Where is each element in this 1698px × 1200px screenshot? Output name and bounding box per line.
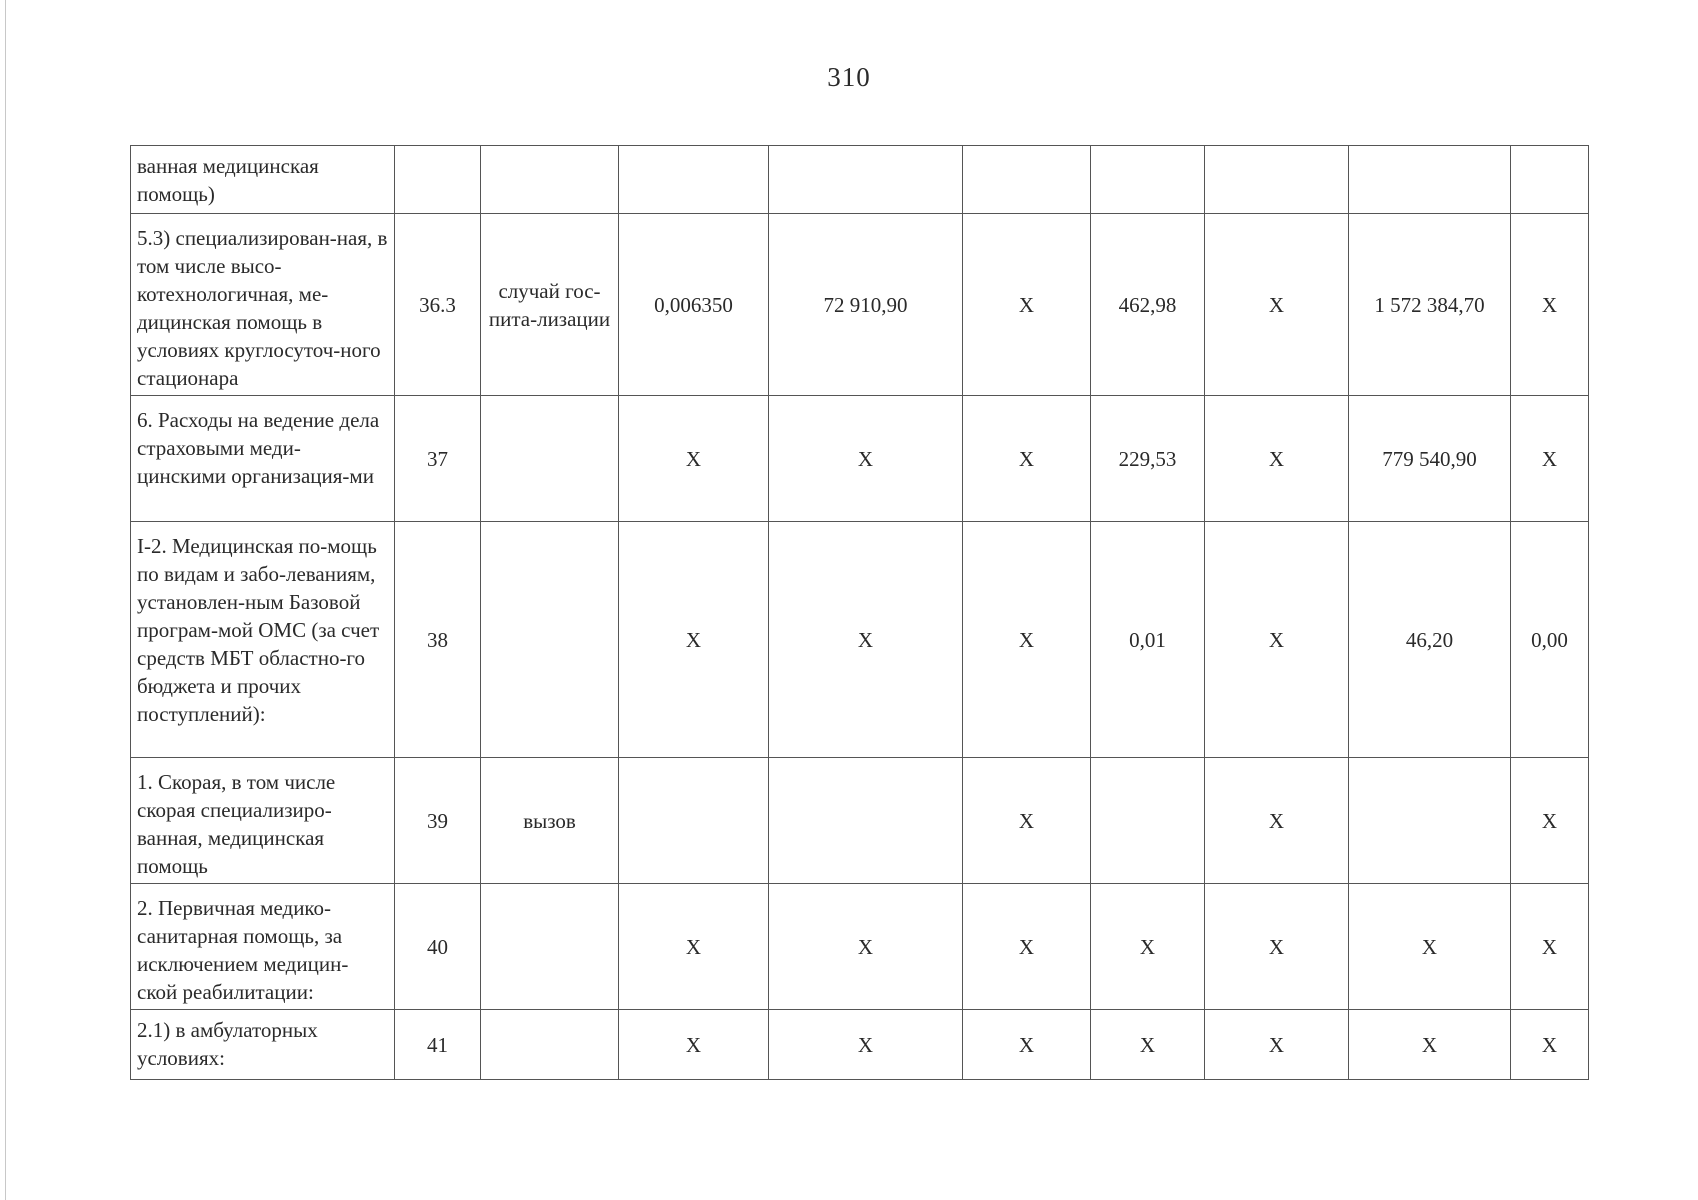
table-row — [131, 884, 1589, 1010]
table-cell: X — [1205, 884, 1349, 1010]
table-cell: X — [1205, 214, 1349, 396]
table-cell — [1349, 758, 1511, 884]
table-cell: X — [619, 396, 769, 522]
row-label: 2. Первичная медико-санитарная помощь, за исключением медицин-ской реабилитации: — [131, 884, 395, 1010]
row-code — [395, 146, 481, 214]
table-cell — [1205, 146, 1349, 214]
row-label: I-2. Медицинская по-мощь по видам и забо-леваниям, установлен-ным Базовой програм-мой ОМС (за счет средств МБТ областно-го бюджета и прочих поступлений): — [131, 522, 395, 758]
row-code: 41 — [395, 1010, 481, 1080]
table-cell: X — [963, 1010, 1091, 1080]
row-unit — [481, 1010, 619, 1080]
scan-edge-line — [5, 0, 6, 1200]
table-cell — [769, 758, 963, 884]
table-cell: X — [1205, 396, 1349, 522]
row-unit — [481, 396, 619, 522]
row-label: 5.3) специализирован-ная, в том числе высо-котехнологичная, ме-дицинская помощь в условиях круглосуточ-ного стационара — [131, 214, 395, 396]
table-cell: 779 540,90 — [1349, 396, 1511, 522]
table-cell: X — [619, 884, 769, 1010]
row-label: 1. Скорая, в том числе скорая специализиро-ванная, медицинская помощь — [131, 758, 395, 884]
table-cell: 0,006350 — [619, 214, 769, 396]
table-cell: X — [769, 396, 963, 522]
table-cell: X — [963, 396, 1091, 522]
table-row — [131, 1010, 1589, 1080]
row-code: 36.3 — [395, 214, 481, 396]
table-cell: X — [619, 522, 769, 758]
row-label: ванная медицинская помощь) — [131, 146, 395, 214]
table-cell: X — [769, 884, 963, 1010]
table-cell: X — [769, 522, 963, 758]
table-cell: 72 910,90 — [769, 214, 963, 396]
table-row — [131, 396, 1589, 522]
row-unit — [481, 522, 619, 758]
table-cell: X — [963, 522, 1091, 758]
table-cell: X — [963, 214, 1091, 396]
table-cell — [619, 146, 769, 214]
table-cell: X — [963, 758, 1091, 884]
table-cell: 229,53 — [1091, 396, 1205, 522]
table-cell — [1349, 146, 1511, 214]
table-cell: X — [1349, 1010, 1511, 1080]
table-cell — [1091, 758, 1205, 884]
table-cell: X — [1511, 396, 1589, 522]
table-cell: X — [1511, 214, 1589, 396]
table-cell: X — [619, 1010, 769, 1080]
table-cell — [619, 758, 769, 884]
table-cell: X — [963, 884, 1091, 1010]
row-unit — [481, 146, 619, 214]
row-unit: вызов — [481, 758, 619, 884]
table-row — [131, 522, 1589, 758]
table-cell: X — [1511, 1010, 1589, 1080]
table-cell — [1091, 146, 1205, 214]
table-row — [131, 146, 1589, 214]
row-code: 37 — [395, 396, 481, 522]
row-label: 2.1) в амбулаторных условиях: — [131, 1010, 395, 1080]
table-cell: X — [1511, 758, 1589, 884]
table-cell: X — [1205, 522, 1349, 758]
table-cell: X — [1091, 1010, 1205, 1080]
table-cell: 0,00 — [1511, 522, 1589, 758]
table-cell: X — [1205, 758, 1349, 884]
row-unit: случай гос-пита-лизации — [481, 214, 619, 396]
data-table — [130, 145, 1589, 1080]
table-cell: 46,20 — [1349, 522, 1511, 758]
row-code: 40 — [395, 884, 481, 1010]
table-cell: 462,98 — [1091, 214, 1205, 396]
row-unit — [481, 884, 619, 1010]
table-cell — [963, 146, 1091, 214]
table-cell — [769, 146, 963, 214]
table-row — [131, 758, 1589, 884]
page-number: 310 — [827, 62, 871, 92]
table-cell — [1511, 146, 1589, 214]
table-row — [131, 214, 1589, 396]
row-code: 39 — [395, 758, 481, 884]
table-cell: X — [1349, 884, 1511, 1010]
table-cell: 1 572 384,70 — [1349, 214, 1511, 396]
table-cell: 0,01 — [1091, 522, 1205, 758]
table-cell: X — [769, 1010, 963, 1080]
table-cell: X — [1511, 884, 1589, 1010]
row-code: 38 — [395, 522, 481, 758]
table-cell: X — [1091, 884, 1205, 1010]
row-label: 6. Расходы на ведение дела страховыми меди-цинскими организация-ми — [131, 396, 395, 522]
table-cell: X — [1205, 1010, 1349, 1080]
